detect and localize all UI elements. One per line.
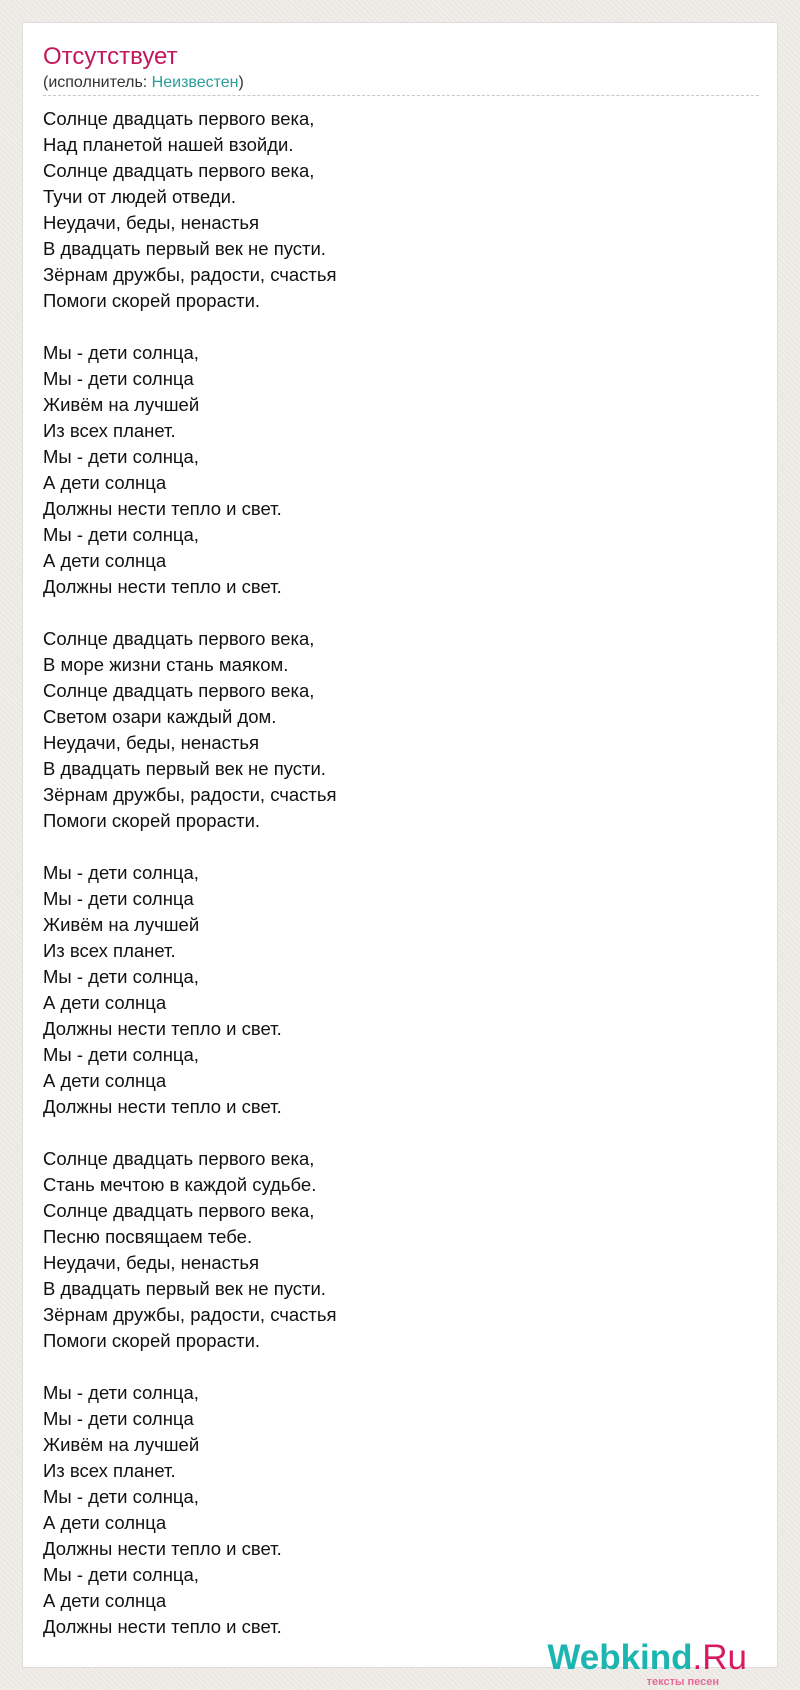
lyrics-line: Над планетой нашей взойди. (43, 134, 294, 155)
lyrics-stanza (43, 1380, 743, 1640)
lyrics-line: А дети солнца (43, 1070, 167, 1091)
lyrics-line: Мы - дети солнца, (43, 1486, 199, 1507)
artist-link[interactable]: Неизвестен (151, 74, 239, 91)
lyrics-line: Живём на лучшей (43, 914, 200, 935)
lyrics-line: А дети солнца (43, 550, 167, 571)
lyrics-line: Мы - дети солнца, (43, 966, 199, 987)
lyrics-line: Мы - дети солнца (43, 1408, 194, 1429)
lyrics-card (22, 22, 778, 1688)
lyrics-line: Солнце двадцать первого века, (43, 108, 315, 129)
lyrics-line: Солнце двадцать первого века, (43, 628, 315, 649)
lyrics-line: Должны нести тепло и свет. (43, 1616, 282, 1637)
lyrics-line: Помоги скорей прорасти. (43, 1330, 261, 1351)
lyrics-stanza (43, 340, 743, 600)
lyrics-line: Живём на лучшей (43, 1434, 200, 1455)
title-divider (43, 95, 759, 96)
lyrics-line: Солнце двадцать первого века, (43, 1148, 315, 1169)
lyrics-line: Солнце двадцать первого века, (43, 680, 315, 701)
lyrics-line: В двадцать первый век не пусти. (43, 238, 326, 259)
lyrics-line: А дети солнца (43, 472, 167, 493)
lyrics-line: Тучи от людей отведи. (43, 186, 237, 207)
logo-main-text: Webkind (547, 1638, 693, 1677)
lyrics-line: Должны нести тепло и свет. (43, 1018, 282, 1039)
lyrics-line: Мы - дети солнца, (43, 446, 199, 467)
lyrics-line: Светом озари каждый дом. (43, 706, 277, 727)
lyrics-line: Должны нести тепло и свет. (43, 1538, 282, 1559)
lyrics-text (43, 106, 743, 1666)
artist-prefix: (исполнитель: (43, 74, 152, 91)
lyrics-line: Из всех планет. (43, 420, 176, 441)
lyrics-line: В двадцать первый век не пусти. (43, 758, 326, 779)
lyrics-line: Мы - дети солнца, (43, 862, 199, 883)
lyrics-line: Мы - дети солнца (43, 888, 194, 909)
lyrics-line: Должны нести тепло и свет. (43, 576, 282, 597)
artist-suffix: ) (238, 74, 244, 91)
logo-wordmark (547, 1638, 747, 1678)
lyrics-line: Зёрнам дружбы, радости, счастья (43, 264, 337, 285)
lyrics-line: Солнце двадцать первого века, (43, 160, 315, 181)
lyrics-line: Мы - дети солнца (43, 368, 194, 389)
lyrics-line: Зёрнам дружбы, радости, счастья (43, 1304, 337, 1325)
lyrics-stanza (43, 860, 743, 1120)
lyrics-line: Песню посвящаем тебе. (43, 1226, 253, 1247)
lyrics-line: Живём на лучшей (43, 394, 200, 415)
lyrics-line: Зёрнам дружбы, радости, счастья (43, 784, 337, 805)
lyrics-stanza (43, 1146, 743, 1354)
lyrics-line: Неудачи, беды, ненастья (43, 212, 260, 233)
lyrics-line: Помоги скорей прорасти. (43, 290, 261, 311)
lyrics-line: Должны нести тепло и свет. (43, 498, 282, 519)
lyrics-line: А дети солнца (43, 1590, 167, 1611)
lyrics-line: Мы - дети солнца, (43, 1044, 199, 1065)
lyrics-stanza (43, 106, 743, 314)
logo-tagline: тексты песен (646, 1676, 719, 1688)
lyrics-line: Неудачи, беды, ненастья (43, 1252, 260, 1273)
webkind-logo[interactable] (547, 1638, 747, 1690)
lyrics-line: Неудачи, беды, ненастья (43, 732, 260, 753)
lyrics-line: Из всех планет. (43, 1460, 176, 1481)
lyrics-line: Мы - дети солнца, (43, 1564, 199, 1585)
logo-suffix-text: .Ru (692, 1638, 747, 1677)
lyrics-stanza (43, 626, 743, 834)
lyrics-line: Мы - дети солнца, (43, 524, 199, 545)
lyrics-line: Мы - дети солнца, (43, 1382, 199, 1403)
lyrics-line: В двадцать первый век не пусти. (43, 1278, 326, 1299)
lyrics-line: Помоги скорей прорасти. (43, 810, 261, 831)
artist-line (43, 73, 244, 93)
lyrics-line: Должны нести тепло и свет. (43, 1096, 282, 1117)
lyrics-line: Солнце двадцать первого века, (43, 1200, 315, 1221)
lyrics-line: Из всех планет. (43, 940, 176, 961)
lyrics-line: А дети солнца (43, 992, 167, 1013)
lyrics-line: А дети солнца (43, 1512, 167, 1533)
lyrics-line: Стань мечтою в каждой судьбе. (43, 1174, 317, 1195)
lyrics-line: В море жизни стань маяком. (43, 654, 289, 675)
lyrics-line: Мы - дети солнца, (43, 342, 199, 363)
song-title: Отсутствует (43, 43, 178, 70)
